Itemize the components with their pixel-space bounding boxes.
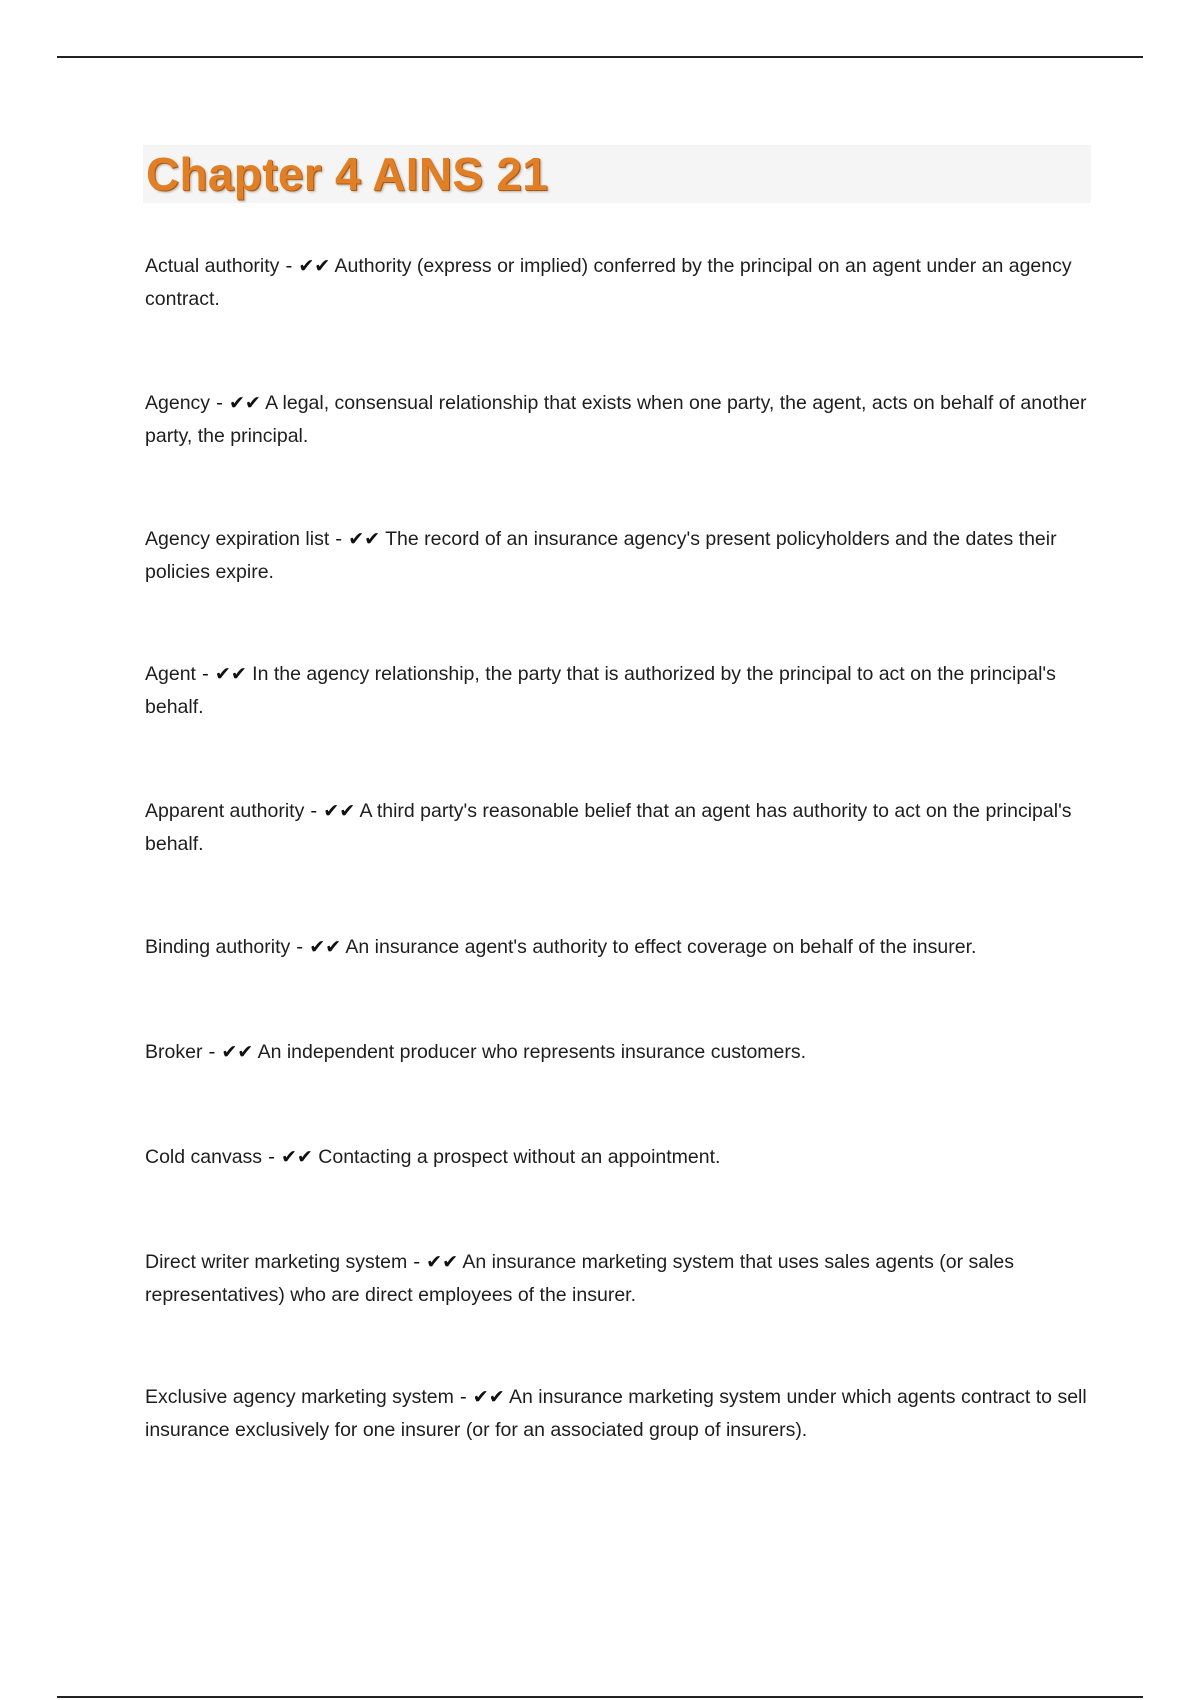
entry-definition: An insurance agent's authority to effect coverage on behalf of the insurer. xyxy=(345,936,977,958)
glossary-entry xyxy=(145,1036,1090,1069)
entry-definition: An independent producer who represents insurance customers. xyxy=(257,1041,807,1063)
glossary-entry xyxy=(145,658,1090,723)
entry-definition: In the agency relationship, the party that is authorized by the principal to act on the principal's behalf. xyxy=(145,663,1056,718)
entry-definition: An insurance marketing system that uses sales agents (or sales representatives) who are direct employees of the insurer. xyxy=(145,1251,1015,1306)
check-separator: - ✔✔ xyxy=(202,1041,254,1063)
entry-term: Agency xyxy=(145,392,211,414)
glossary-entry xyxy=(145,1381,1090,1446)
glossary-entry xyxy=(145,931,1090,964)
entry-term: Broker xyxy=(145,1041,203,1063)
check-separator: - ✔✔ xyxy=(262,1146,313,1168)
check-separator: - ✔✔ xyxy=(407,1251,458,1273)
entry-term: Binding authority xyxy=(145,936,291,958)
glossary-entry xyxy=(145,523,1090,588)
entry-term: Exclusive agency marketing system xyxy=(145,1386,454,1408)
entry-definition: Contacting a prospect without an appointment. xyxy=(318,1146,721,1168)
check-separator: - ✔✔ xyxy=(195,663,247,685)
check-separator: - ✔✔ xyxy=(210,392,261,414)
entry-term: Actual authority xyxy=(145,255,280,277)
check-separator: - ✔✔ xyxy=(453,1386,505,1408)
glossary-entry xyxy=(145,1246,1090,1311)
footer-rule xyxy=(57,1696,1143,1698)
entry-term: Agency expiration list xyxy=(145,528,330,550)
check-separator: - ✔✔ xyxy=(290,936,342,958)
entry-definition: An insurance marketing system under which agents contract to sell insurance exclusively for one insurer (or for an associated group of insurers). xyxy=(145,1386,1087,1441)
entry-term: Apparent authority xyxy=(145,800,305,822)
glossary-entry xyxy=(145,1141,1090,1174)
glossary-entry xyxy=(145,387,1090,452)
glossary-entry xyxy=(145,795,1090,860)
entry-term: Agent xyxy=(145,663,196,685)
glossary-entry xyxy=(145,250,1090,315)
entry-definition: A legal, consensual relationship that exists when one party, the agent, acts on behalf of another party, the principal. xyxy=(145,392,1087,447)
entry-definition: A third party's reasonable belief that an agent has authority to act on the principal's behalf. xyxy=(145,800,1072,855)
entry-term: Direct writer marketing system xyxy=(145,1251,408,1273)
entry-definition: Authority (express or implied) conferred by the principal on an agent under an agency contract. xyxy=(145,255,1072,310)
check-separator: - ✔✔ xyxy=(329,528,381,550)
document-title: Chapter 4 AINS 21 xyxy=(146,148,549,200)
entry-term: Cold canvass xyxy=(145,1146,263,1168)
header-rule xyxy=(57,56,1143,58)
check-separator: - ✔✔ xyxy=(279,255,331,277)
check-separator: - ✔✔ xyxy=(304,800,356,822)
entry-definition: The record of an insurance agency's present policyholders and the dates their policies expire. xyxy=(145,528,1057,583)
